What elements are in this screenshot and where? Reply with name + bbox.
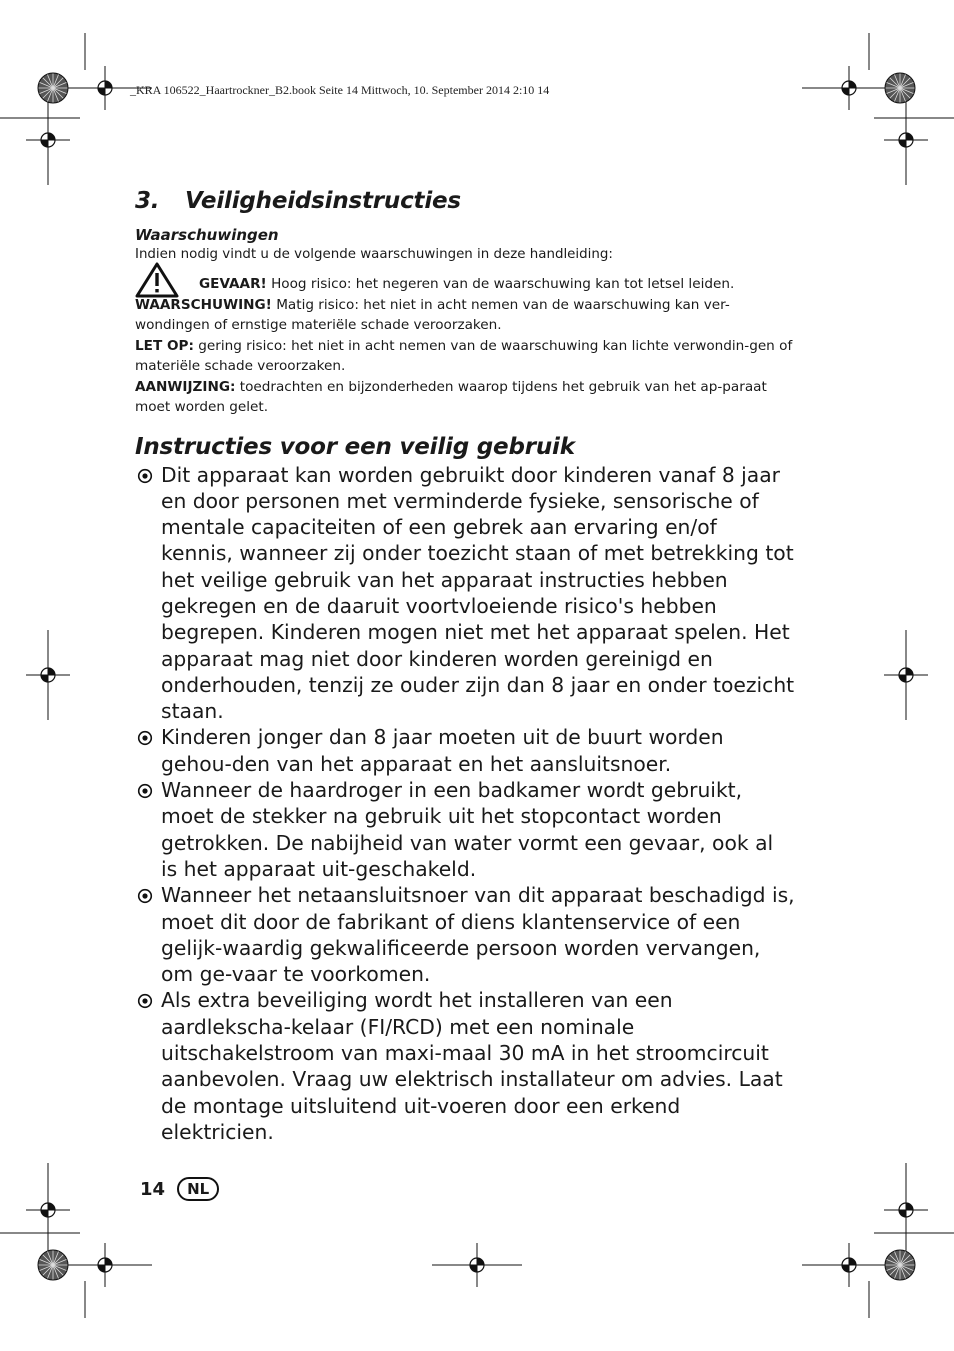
starburst-mark-icon bbox=[38, 73, 68, 103]
warnings-list bbox=[135, 274, 795, 418]
circled-dot-icon bbox=[137, 888, 153, 904]
registration-mark-icon bbox=[26, 118, 70, 162]
circled-dot-icon bbox=[137, 993, 153, 1009]
section-title-text: Veiligheidsinstructies bbox=[185, 188, 461, 214]
warning-item-waarschuwing bbox=[135, 295, 795, 336]
list-item-text: Wanneer de haardroger in een badkamer wordt gebruikt, moet de stekker na gebruik uit het stopcontact worden getrokken. De nabijheid van water vormt een gevaar, ook al is het apparaat uit-geschakeld. bbox=[161, 778, 774, 881]
safe-use-list bbox=[135, 462, 795, 1146]
book-header-line: _KRA 106522_Haartrockner_B2.book Seite 14 Mittwoch, 10. September 2014 2:10 14 bbox=[130, 83, 550, 97]
list-item-text: Als extra beveiliging wordt het installeren van een aardlekscha-kelaar (FI/RCD) met een nominale uitschakelstroom van maxi-maal 30 mA in het stroomcircuit aanbevolen. Vraag uw elektrisch installateur om advies. Laat de montage uitsluitend uit-voeren door een erkend elektricien. bbox=[161, 988, 783, 1144]
circled-dot-icon bbox=[137, 730, 153, 746]
list-item bbox=[135, 462, 795, 725]
warning-item-gevaar bbox=[135, 274, 795, 295]
starburst-mark-icon bbox=[885, 1250, 915, 1280]
registration-mark-icon bbox=[83, 66, 127, 110]
registration-mark-icon bbox=[26, 1188, 70, 1232]
warning-label: WAARSCHUWING! bbox=[135, 296, 272, 313]
list-item bbox=[135, 882, 795, 987]
warnings-heading: Waarschuwingen bbox=[135, 226, 279, 244]
starburst-mark-icon bbox=[38, 1250, 68, 1280]
list-item bbox=[135, 987, 795, 1145]
warning-text: Hoog risico: het negeren van de waarschuwing kan tot letsel leiden. bbox=[266, 276, 735, 292]
warning-text: gering risico: het niet in acht nemen van de waarschuwing kan lichte verwondin-gen of materiële schade veroorzaken. bbox=[135, 337, 793, 374]
warning-label: GEVAAR! bbox=[199, 276, 267, 292]
warning-label: AANWIJZING: bbox=[135, 378, 236, 395]
list-item-text: Kinderen jonger dan 8 jaar moeten uit de buurt worden gehou-den van het apparaat en het aansluitsnoer. bbox=[161, 725, 724, 776]
starburst-mark-icon bbox=[885, 73, 915, 103]
list-item-text: Dit apparaat kan worden gebruikt door kinderen vanaf 8 jaar en door personen met verminderde fysieke, sensorische of mentale capaciteiten of een gebrek aan ervaring en/of kennis, wanneer zij onder toezicht staan of met betrekking tot het veilige gebruik van het apparaat instructies hebben gekregen en de daaruit voortvloeiende risico's hebben begrepen. Kinderen mogen niet met het apparaat spelen. Het apparaat mag niet door kinderen worden gereinigd en onderhouden, tenzij ze ouder zijn dan 8 jaar en onder toezicht staan. bbox=[161, 462, 795, 724]
registration-mark-icon bbox=[884, 118, 928, 162]
warning-item-aanwijzing bbox=[135, 377, 795, 418]
language-badge: NL bbox=[177, 1177, 219, 1201]
warning-text: toedrachten en bijzonderheden waarop tijdens het gebruik van het ap-paraat moet worden gelet. bbox=[135, 378, 767, 415]
page-footer bbox=[140, 1177, 219, 1201]
safe-use-title: Instructies voor een veilig gebruik bbox=[135, 433, 575, 460]
warning-label: LET OP: bbox=[135, 337, 194, 354]
list-item bbox=[135, 724, 795, 777]
page-number: 14 bbox=[140, 1178, 166, 1200]
circled-dot-icon bbox=[137, 468, 153, 484]
warning-text: Matig risico: het niet in acht nemen van de waarschuwing kan ver-wondingen of ernstige materiële schade veroorzaken. bbox=[135, 296, 730, 333]
registration-mark-icon bbox=[83, 1243, 127, 1287]
warning-item-let-op bbox=[135, 336, 795, 377]
registration-mark-icon bbox=[26, 653, 70, 697]
list-item bbox=[135, 777, 795, 882]
page-content bbox=[135, 188, 795, 1145]
registration-mark-icon bbox=[884, 1188, 928, 1232]
list-item-text: Wanneer het netaansluitsnoer van dit apparaat beschadigd is, moet dit door de fabrikant of diens klantenservice of een gelijk-waardig gekwalificeerde persoon worden vervangen, om ge-vaar te voorkomen. bbox=[161, 883, 795, 987]
warning-triangle-icon bbox=[135, 262, 179, 298]
warnings-intro: Indien nodig vindt u de volgende waarschuwingen in deze handleiding: bbox=[135, 247, 613, 262]
registration-mark-icon bbox=[827, 66, 871, 110]
circled-dot-icon bbox=[137, 783, 153, 799]
registration-mark-icon bbox=[827, 1243, 871, 1287]
section-number: 3. bbox=[135, 188, 160, 214]
registration-mark-icon bbox=[884, 653, 928, 697]
section-title bbox=[135, 188, 795, 214]
registration-mark-icon bbox=[455, 1243, 499, 1287]
